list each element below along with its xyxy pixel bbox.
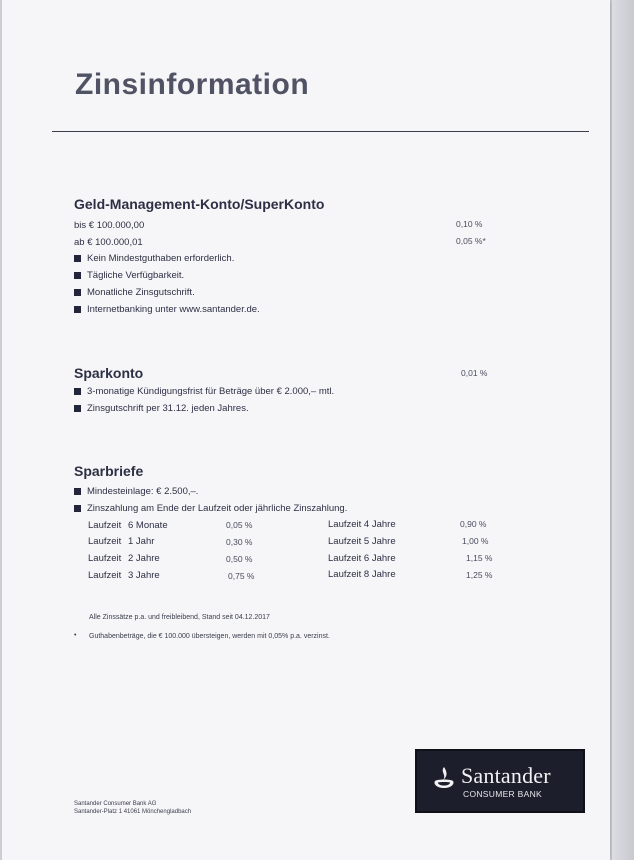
term-label: Laufzeit 8 Jahre xyxy=(328,569,396,580)
list-item: Kein Mindestguthaben erforderlich. xyxy=(74,253,234,264)
term-rate: 1,00 % xyxy=(462,536,489,546)
term-rate: 0,75 % xyxy=(228,571,255,581)
logo-subtitle: CONSUMER BANK xyxy=(463,789,542,799)
background-edge xyxy=(612,0,634,860)
term-label: Laufzeit xyxy=(88,553,122,564)
term-duration: 3 Jahre xyxy=(128,570,160,581)
term-label: Laufzeit xyxy=(88,520,122,531)
list-item: Zinszahlung am Ende der Laufzeit oder jährliche Zinszahlung. xyxy=(74,503,347,514)
term-label: Laufzeit 4 Jahre xyxy=(328,519,396,530)
gmk-tier-1-label: bis € 100.000,00 xyxy=(74,220,145,231)
list-item: Monatliche Zinsgutschrift. xyxy=(74,287,195,298)
term-duration: 2 Jahre xyxy=(128,553,160,564)
title-divider xyxy=(52,131,589,132)
bullet-square-icon xyxy=(74,289,81,296)
gmk-tier-2-rate: 0,05 %* xyxy=(456,236,486,246)
footnote-marker: • xyxy=(74,632,77,639)
bullet-square-icon xyxy=(74,488,81,495)
flame-icon xyxy=(431,765,457,793)
gmk-heading: Geld-Management-Konto/SuperKonto xyxy=(74,196,325,212)
term-label: Laufzeit xyxy=(88,536,122,547)
footer-address: Santander-Platz 1 41061 Mönchengladbach xyxy=(74,809,192,815)
term-duration: 1 Jahr xyxy=(128,536,155,547)
sparbriefe-heading: Sparbriefe xyxy=(74,463,144,479)
page-title: Zinsinformation xyxy=(75,68,310,101)
bullet-square-icon xyxy=(74,255,81,262)
term-rate: 0,30 % xyxy=(226,537,253,547)
sparkonto-rate: 0,01 % xyxy=(461,368,488,378)
gmk-tier-1-rate: 0,10 % xyxy=(456,219,483,229)
term-rate: 1,15 % xyxy=(466,553,493,563)
footnote-text: Guthabenbeträge, die € 100.000 übersteigen, werden mit 0,05% p.a. verzinst. xyxy=(89,633,330,640)
list-item: Tägliche Verfügbarkeit. xyxy=(74,270,184,281)
bullet-square-icon xyxy=(74,272,81,279)
list-item: 3-monatige Kündigungsfrist für Beträge über € 2.000,– mtl. xyxy=(74,386,334,397)
list-item: Zinsgutschrift per 31.12. jeden Jahres. xyxy=(74,403,249,414)
term-label: Laufzeit 5 Jahre xyxy=(328,536,396,547)
list-item: Internetbanking unter www.santander.de. xyxy=(74,304,260,315)
footer-company: Santander Consumer Bank AG xyxy=(74,801,157,807)
gmk-tier-2-label: ab € 100.000,01 xyxy=(74,237,143,248)
term-label: Laufzeit 6 Jahre xyxy=(328,553,396,564)
term-rate: 0,50 % xyxy=(226,554,253,564)
document-page xyxy=(2,0,610,860)
bullet-square-icon xyxy=(74,388,81,395)
logo-wordmark: Santander xyxy=(461,763,551,788)
term-duration: 6 Monate xyxy=(128,520,168,531)
bullet-square-icon xyxy=(74,505,81,512)
bullet-square-icon xyxy=(74,306,81,313)
santander-logo xyxy=(415,749,585,813)
term-label: Laufzeit xyxy=(88,570,122,581)
list-item: Mindesteinlage: € 2.500,–. xyxy=(74,486,198,497)
rates-validity-note: Alle Zinssätze p.a. und freibleibend, Stand seit 04.12.2017 xyxy=(89,614,270,621)
term-rate: 0,05 % xyxy=(226,520,253,530)
term-rate: 0,90 % xyxy=(460,519,487,529)
sparkonto-heading: Sparkonto xyxy=(74,365,144,381)
bullet-square-icon xyxy=(74,405,81,412)
term-rate: 1,25 % xyxy=(466,570,493,580)
